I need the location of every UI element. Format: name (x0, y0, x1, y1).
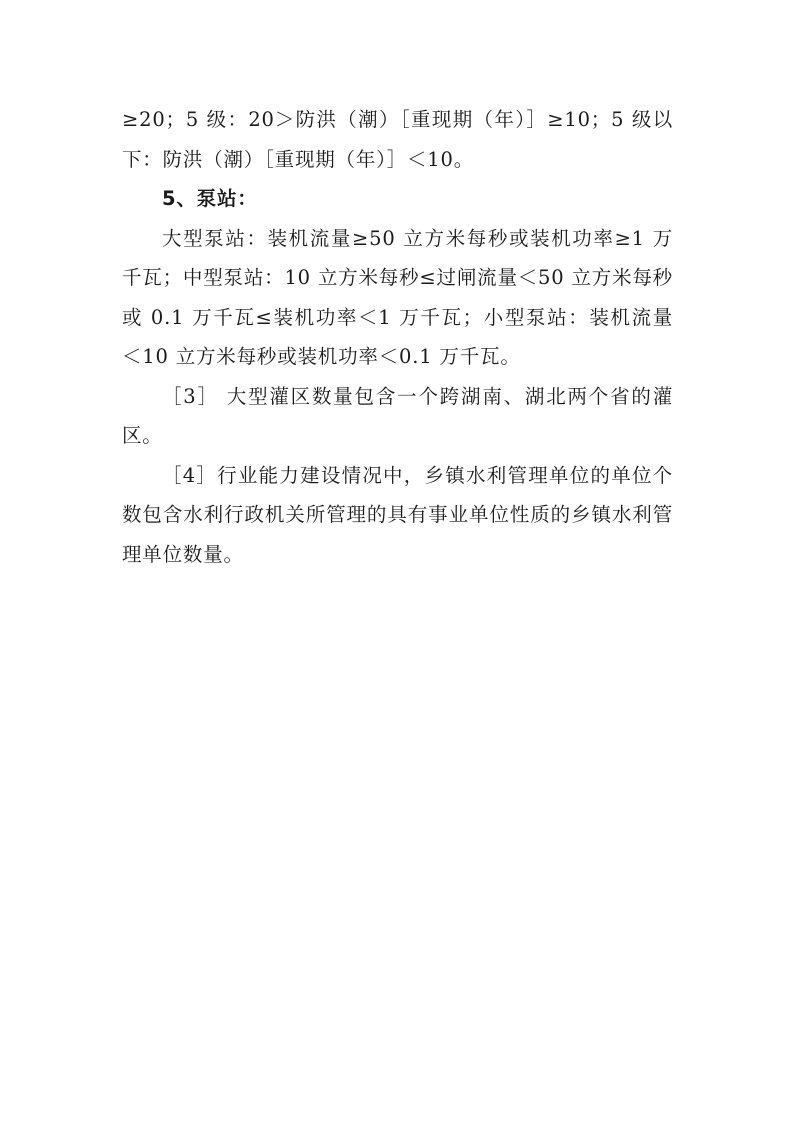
paragraph-pump-station-classification: 大型泵站：装机流量≥50 立方米每秒或装机功率≥1 万千瓦；中型泵站：10 立方米每秒≤过闸流量＜50 立方米每秒或 0.1 万千瓦≤装机功率＜1 万千瓦；小型泵站：装机流量＜10 立方米每秒或装机功率＜0.1 万千瓦。 (122, 226, 673, 368)
footnote-3: ［3］ 大型灌区数量包含一个跨湖南、湖北两个省的灌区。 (122, 384, 673, 447)
paragraph-flood-grade-continuation: ≥20；5 级：20＞防洪（潮）［重现期（年）］≥10；5 级以下：防洪（潮）［重现期（年）］＜10。 (122, 108, 673, 171)
document-body (122, 100, 673, 574)
footnote-4: ［4］行业能力建设情况中，乡镇水利管理单位的单位个数包含水利行政机关所管理的具有事业单位性质的乡镇水利管理单位数量。 (122, 463, 673, 566)
section-heading-pump-station: 5、泵站： (162, 187, 258, 210)
